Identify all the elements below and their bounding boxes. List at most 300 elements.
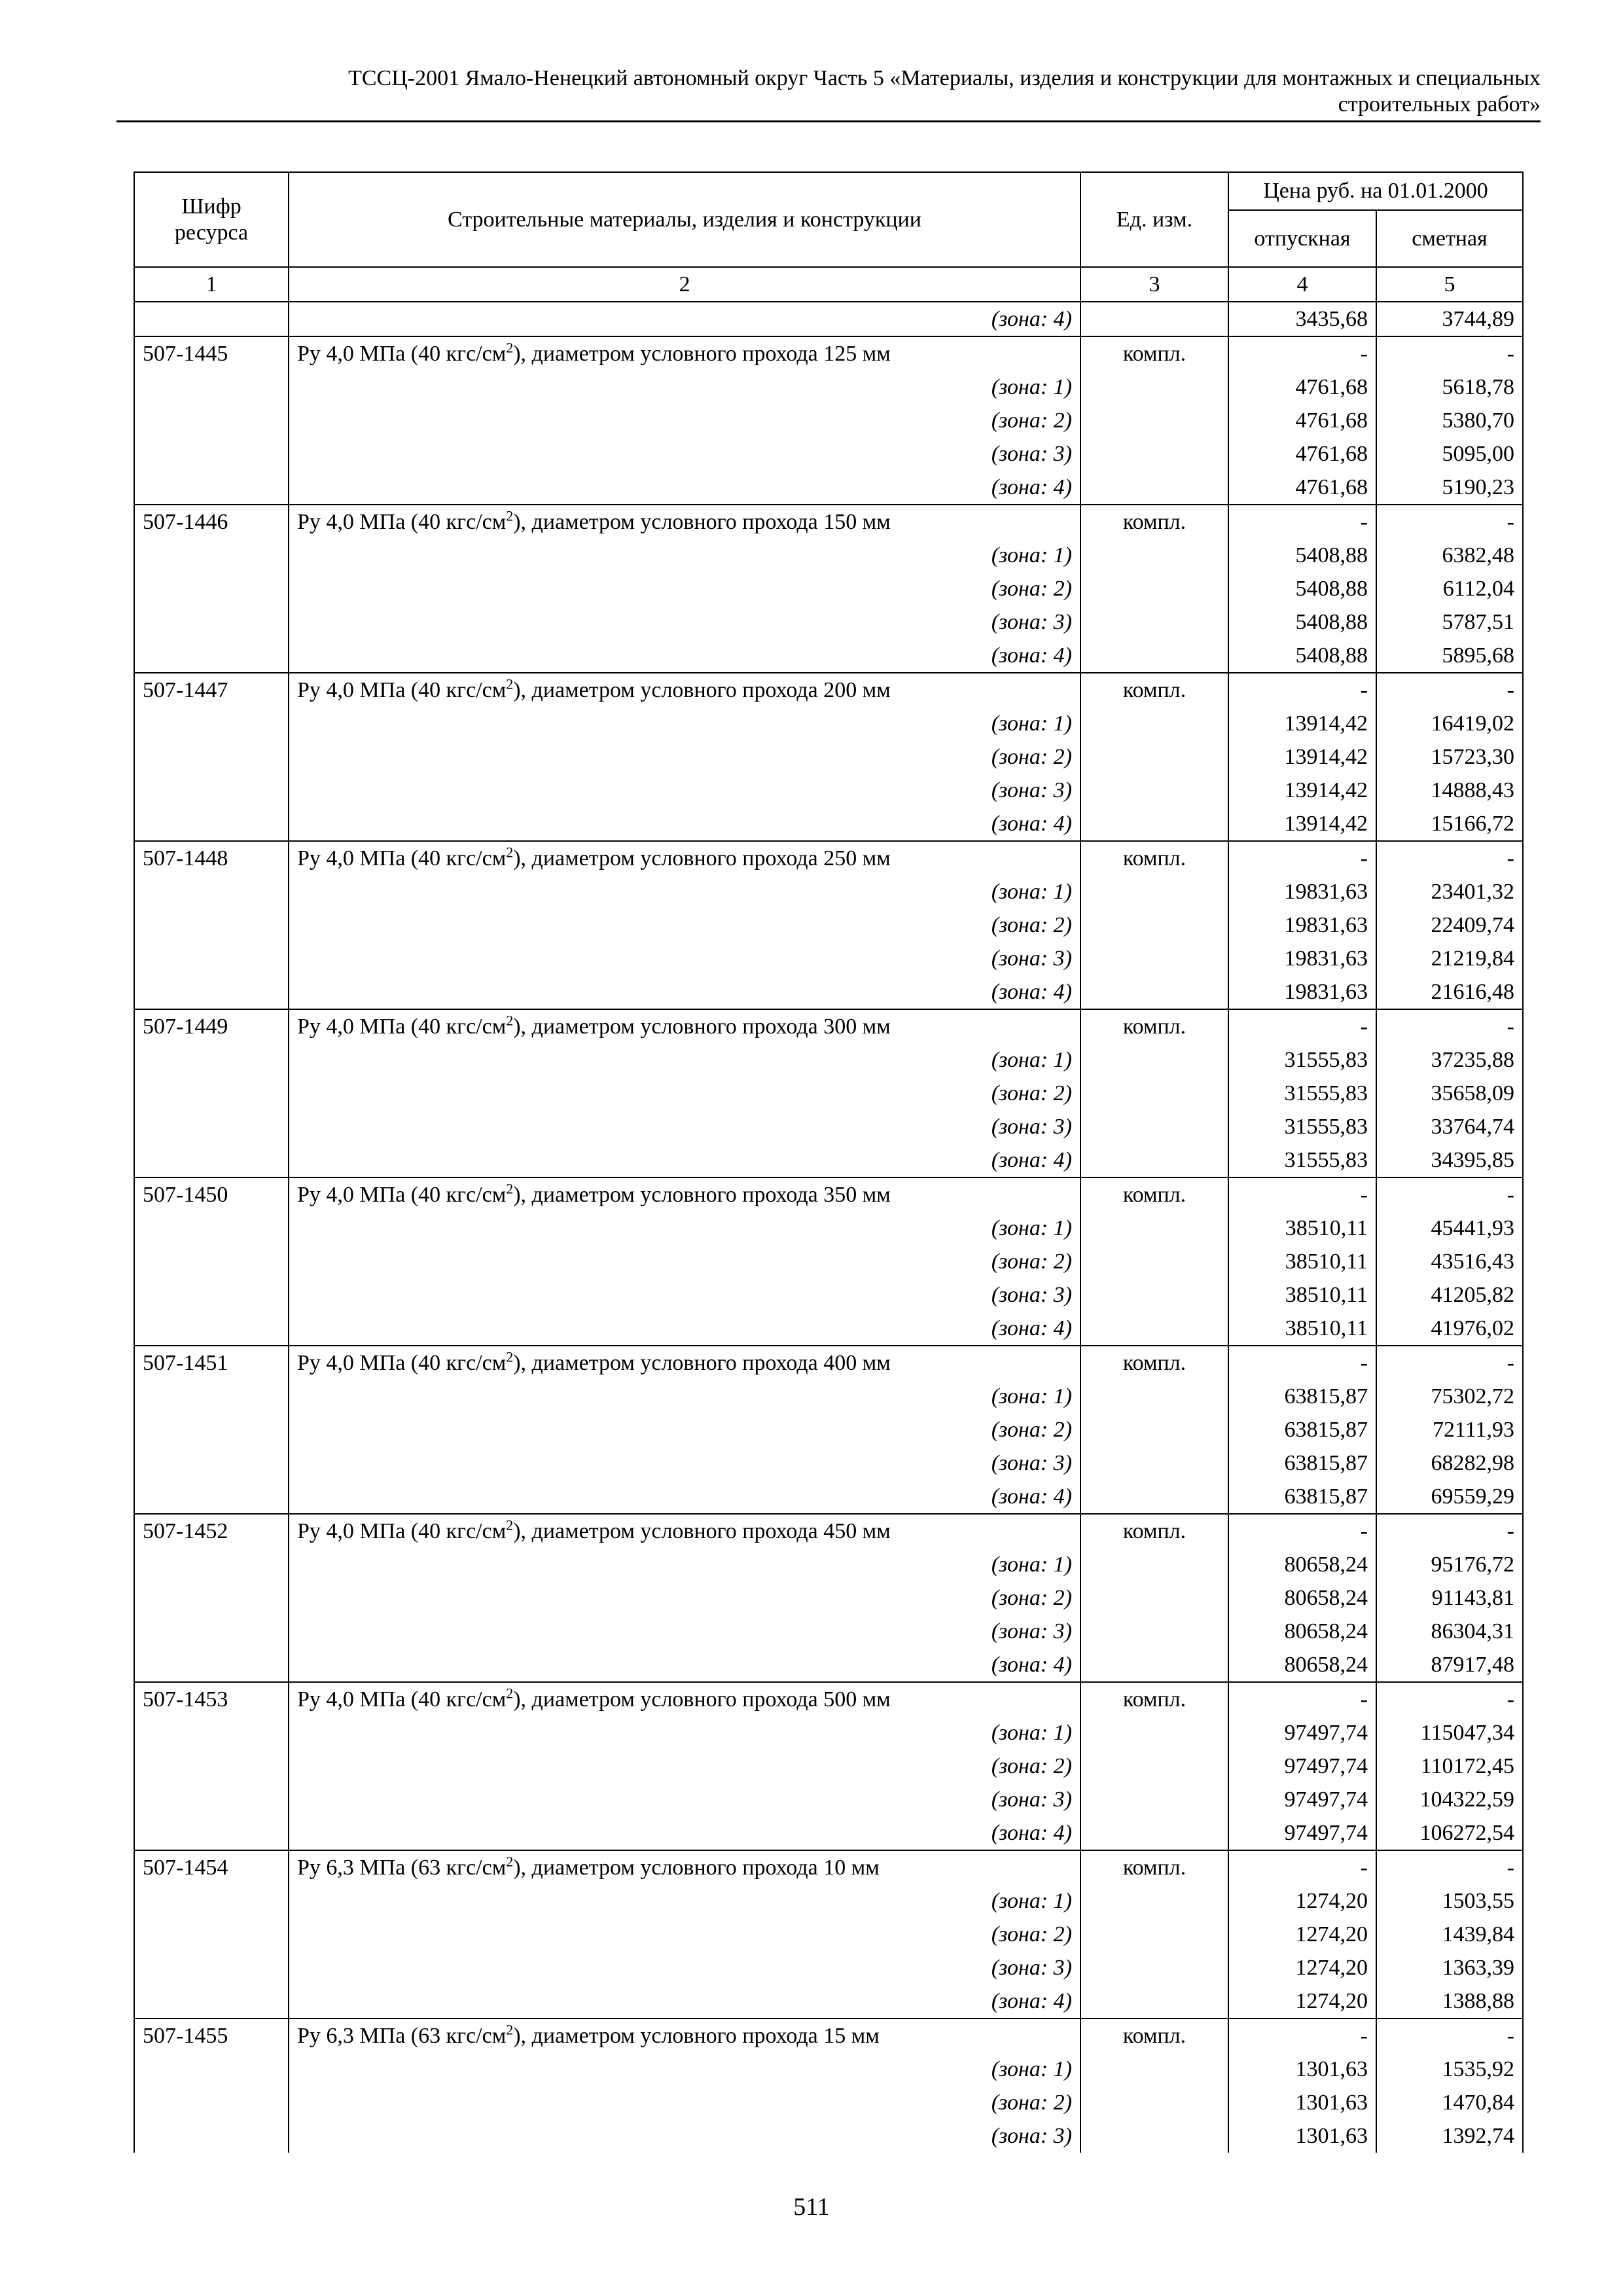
price-release: 1274,20 <box>1228 1984 1376 2018</box>
resource-code <box>134 2086 289 2119</box>
zone-label: (зона: 1) <box>289 1043 1080 1077</box>
zone-label: (зона: 1) <box>289 1884 1080 1918</box>
unit <box>1080 1648 1228 1682</box>
table-row <box>134 908 1523 942</box>
unit <box>1080 774 1228 807</box>
table-row <box>134 572 1523 605</box>
resource-code <box>134 1951 289 1984</box>
price-release: 19831,63 <box>1228 975 1376 1009</box>
resource-code <box>134 942 289 975</box>
price-release: 13914,42 <box>1228 774 1376 807</box>
unit <box>1080 908 1228 942</box>
unit <box>1080 1548 1228 1581</box>
material-name-superscript: 2 <box>506 675 514 692</box>
zone-label: (зона: 3) <box>289 605 1080 639</box>
price-estimate: 41205,82 <box>1376 1278 1523 1312</box>
material-name <box>289 505 1080 539</box>
price-estimate: 1535,92 <box>1376 2053 1523 2086</box>
price-release: 31555,83 <box>1228 1143 1376 1177</box>
price-release: 31555,83 <box>1228 1043 1376 1077</box>
unit <box>1080 1380 1228 1413</box>
material-name <box>289 1346 1080 1380</box>
table-row <box>134 336 1523 370</box>
col-header-price-estimate: сметная <box>1376 210 1523 267</box>
zone-label: (зона: 4) <box>289 975 1080 1009</box>
price-release: 4761,68 <box>1228 404 1376 437</box>
unit <box>1080 1245 1228 1278</box>
zone-label: (зона: 1) <box>289 1548 1080 1581</box>
price-release: 80658,24 <box>1228 1581 1376 1615</box>
unit <box>1080 942 1228 975</box>
unit <box>1080 1716 1228 1749</box>
price-estimate: - <box>1376 1514 1523 1548</box>
price-release: - <box>1228 1514 1376 1548</box>
zone-label: (зона: 3) <box>289 942 1080 975</box>
material-name-superscript: 2 <box>506 844 514 861</box>
resource-code <box>134 1480 289 1514</box>
unit: компл. <box>1080 1850 1228 1884</box>
price-estimate: 41976,02 <box>1376 1312 1523 1346</box>
unit <box>1080 1884 1228 1918</box>
table-row <box>134 1043 1523 1077</box>
unit <box>1080 572 1228 605</box>
price-estimate: - <box>1376 841 1523 875</box>
material-name-superscript: 2 <box>506 1853 514 1870</box>
zone-label: (зона: 2) <box>289 404 1080 437</box>
unit: компл. <box>1080 841 1228 875</box>
material-name-text: ), диаметром условного прохода 400 мм <box>513 1351 891 1375</box>
zone-label: (зона: 2) <box>289 1077 1080 1110</box>
price-estimate: 34395,85 <box>1376 1143 1523 1177</box>
zone-label: (зона: 3) <box>289 1110 1080 1143</box>
material-name-text: ), диаметром условного прохода 250 мм <box>513 846 891 870</box>
price-release: - <box>1228 673 1376 707</box>
price-estimate: 5095,00 <box>1376 437 1523 471</box>
table-row <box>134 1816 1523 1850</box>
col-header-price-group: Цена руб. на 01.01.2000 <box>1228 172 1523 210</box>
material-name <box>289 673 1080 707</box>
table-row <box>134 1984 1523 2018</box>
price-estimate: 72111,93 <box>1376 1413 1523 1446</box>
resource-code <box>134 1043 289 1077</box>
page-header <box>116 65 1541 118</box>
unit: компл. <box>1080 2018 1228 2053</box>
material-name-superscript: 2 <box>506 507 514 524</box>
price-release: 97497,74 <box>1228 1749 1376 1783</box>
price-estimate: 5618,78 <box>1376 370 1523 404</box>
table-row <box>134 1177 1523 1211</box>
price-estimate: 21616,48 <box>1376 975 1523 1009</box>
unit <box>1080 2119 1228 2153</box>
header-line-2: строительных работ» <box>1338 92 1541 117</box>
price-estimate: - <box>1376 336 1523 370</box>
table-row <box>134 1783 1523 1816</box>
resource-code <box>134 539 289 572</box>
resource-code <box>134 1312 289 1346</box>
zone-label: (зона: 3) <box>289 1446 1080 1480</box>
resource-code <box>134 1648 289 1682</box>
material-name-text: Ру 6,3 МПа (63 кгс/см <box>297 2024 507 2048</box>
material-name <box>289 1682 1080 1716</box>
col-number-2: 2 <box>289 267 1080 302</box>
resource-code <box>134 1278 289 1312</box>
price-release: - <box>1228 1009 1376 1043</box>
table-row <box>134 942 1523 975</box>
zone-label: (зона: 4) <box>289 1648 1080 1682</box>
material-name-superscript: 2 <box>506 1685 514 1702</box>
price-estimate: - <box>1376 673 1523 707</box>
price-release: 80658,24 <box>1228 1548 1376 1581</box>
price-release: - <box>1228 1177 1376 1211</box>
unit <box>1080 302 1228 336</box>
col-number-4: 4 <box>1228 267 1376 302</box>
price-estimate: - <box>1376 1346 1523 1380</box>
resource-code <box>134 1749 289 1783</box>
resource-code <box>134 1783 289 1816</box>
table-row <box>134 1245 1523 1278</box>
price-release: 4761,68 <box>1228 471 1376 505</box>
unit <box>1080 1816 1228 1850</box>
resource-code <box>134 2053 289 2086</box>
resource-code <box>134 1446 289 1480</box>
material-name-superscript: 2 <box>506 1012 514 1029</box>
material-name-text: ), диаметром условного прохода 300 мм <box>513 1014 891 1039</box>
unit <box>1080 639 1228 673</box>
resource-code <box>134 1548 289 1581</box>
zone-label: (зона: 4) <box>289 302 1080 336</box>
zone-label: (зона: 3) <box>289 1951 1080 1984</box>
unit <box>1080 1043 1228 1077</box>
material-name-superscript: 2 <box>506 1180 514 1197</box>
price-release: 31555,83 <box>1228 1077 1376 1110</box>
material-name-superscript: 2 <box>506 1516 514 1534</box>
unit: компл. <box>1080 1682 1228 1716</box>
table-row <box>134 875 1523 908</box>
price-estimate: 1439,84 <box>1376 1918 1523 1951</box>
zone-label: (зона: 3) <box>289 437 1080 471</box>
zone-label: (зона: 2) <box>289 1581 1080 1615</box>
material-name-text: ), диаметром условного прохода 350 мм <box>513 1183 891 1207</box>
material-name-text: Ру 4,0 МПа (40 кгс/см <box>297 1687 507 1712</box>
unit <box>1080 807 1228 841</box>
resource-code <box>134 1143 289 1177</box>
col-number-5: 5 <box>1376 267 1523 302</box>
price-release: - <box>1228 1346 1376 1380</box>
table-row <box>134 1211 1523 1245</box>
zone-label: (зона: 2) <box>289 1918 1080 1951</box>
table-row <box>134 1514 1523 1548</box>
price-release: 4761,68 <box>1228 437 1376 471</box>
table-row <box>134 1648 1523 1682</box>
material-name-text: Ру 4,0 МПа (40 кгс/см <box>297 846 507 870</box>
material-name <box>289 2018 1080 2053</box>
price-estimate: 6382,48 <box>1376 539 1523 572</box>
zone-label: (зона: 2) <box>289 740 1080 774</box>
table-row <box>134 1749 1523 1783</box>
price-estimate: 15166,72 <box>1376 807 1523 841</box>
table-row <box>134 2119 1523 2153</box>
unit <box>1080 1951 1228 1984</box>
zone-label: (зона: 2) <box>289 572 1080 605</box>
price-estimate: 16419,02 <box>1376 707 1523 740</box>
unit <box>1080 1918 1228 1951</box>
price-estimate: 35658,09 <box>1376 1077 1523 1110</box>
table-row <box>134 1951 1523 1984</box>
unit <box>1080 1783 1228 1816</box>
resource-code <box>134 1816 289 1850</box>
resource-code <box>134 1211 289 1245</box>
table-row <box>134 437 1523 471</box>
unit: компл. <box>1080 1514 1228 1548</box>
resource-code: 507-1447 <box>134 673 289 707</box>
price-table <box>134 171 1524 2153</box>
material-name-text: Ру 4,0 МПа (40 кгс/см <box>297 1351 507 1375</box>
table-row <box>134 605 1523 639</box>
price-estimate: - <box>1376 1682 1523 1716</box>
page-number: 511 <box>793 2193 830 2221</box>
price-estimate: 86304,31 <box>1376 1615 1523 1648</box>
zone-label: (зона: 2) <box>289 908 1080 942</box>
table-row <box>134 1581 1523 1615</box>
unit <box>1080 875 1228 908</box>
price-release: 1274,20 <box>1228 1918 1376 1951</box>
unit <box>1080 1615 1228 1648</box>
price-release: - <box>1228 505 1376 539</box>
zone-label: (зона: 3) <box>289 2119 1080 2153</box>
price-estimate: 115047,34 <box>1376 1716 1523 1749</box>
zone-label: (зона: 4) <box>289 1143 1080 1177</box>
unit: компл. <box>1080 505 1228 539</box>
unit <box>1080 1110 1228 1143</box>
price-release: 63815,87 <box>1228 1380 1376 1413</box>
price-release: 63815,87 <box>1228 1480 1376 1514</box>
table-row <box>134 404 1523 437</box>
price-release: 31555,83 <box>1228 1110 1376 1143</box>
resource-code: 507-1445 <box>134 336 289 370</box>
price-release: - <box>1228 336 1376 370</box>
zone-label: (зона: 1) <box>289 2053 1080 2086</box>
resource-code <box>134 1581 289 1615</box>
zone-label: (зона: 3) <box>289 1278 1080 1312</box>
col-number-3: 3 <box>1080 267 1228 302</box>
unit <box>1080 1749 1228 1783</box>
price-estimate: - <box>1376 1177 1523 1211</box>
unit <box>1080 404 1228 437</box>
table-row <box>134 975 1523 1009</box>
table-row <box>134 1380 1523 1413</box>
resource-code: 507-1452 <box>134 1514 289 1548</box>
price-estimate: 1392,74 <box>1376 2119 1523 2153</box>
price-estimate: 95176,72 <box>1376 1548 1523 1581</box>
price-estimate: 21219,84 <box>1376 942 1523 975</box>
price-estimate: - <box>1376 1009 1523 1043</box>
zone-label: (зона: 4) <box>289 1312 1080 1346</box>
zone-label: (зона: 3) <box>289 1783 1080 1816</box>
resource-code <box>134 740 289 774</box>
resource-code <box>134 1884 289 1918</box>
zone-label: (зона: 4) <box>289 639 1080 673</box>
material-name-text: ), диаметром условного прохода 200 мм <box>513 678 891 702</box>
material-name-text: Ру 4,0 МПа (40 кгс/см <box>297 678 507 702</box>
col-number-1: 1 <box>134 267 289 302</box>
material-name-text: ), диаметром условного прохода 125 мм <box>513 342 891 366</box>
price-release: - <box>1228 2018 1376 2053</box>
price-release: 1274,20 <box>1228 1951 1376 1984</box>
table-row <box>134 1682 1523 1716</box>
price-release: 38510,11 <box>1228 1245 1376 1278</box>
unit: компл. <box>1080 673 1228 707</box>
table-row <box>134 1884 1523 1918</box>
col-header-unit: Ед. изм. <box>1080 172 1228 267</box>
zone-label: (зона: 4) <box>289 1984 1080 2018</box>
table-row <box>134 1480 1523 1514</box>
price-release: 13914,42 <box>1228 807 1376 841</box>
material-name-text: ), диаметром условного прохода 15 мм <box>513 2024 880 2048</box>
resource-code: 507-1449 <box>134 1009 289 1043</box>
unit <box>1080 740 1228 774</box>
table-row <box>134 1716 1523 1749</box>
price-estimate: 22409,74 <box>1376 908 1523 942</box>
table-row <box>134 471 1523 505</box>
unit <box>1080 1312 1228 1346</box>
material-name-superscript: 2 <box>506 2021 514 2038</box>
price-release: 97497,74 <box>1228 1816 1376 1850</box>
resource-code <box>134 1245 289 1278</box>
table-row <box>134 2086 1523 2119</box>
price-estimate: 6112,04 <box>1376 572 1523 605</box>
material-name <box>289 1850 1080 1884</box>
material-name <box>289 841 1080 875</box>
table-body <box>134 302 1523 2153</box>
price-release: 4761,68 <box>1228 370 1376 404</box>
table-row <box>134 740 1523 774</box>
resource-code <box>134 1077 289 1110</box>
resource-code: 507-1454 <box>134 1850 289 1884</box>
price-release: 63815,87 <box>1228 1413 1376 1446</box>
header-line-1: ТССЦ-2001 Ямало-Ненецкий автономный округ Часть 5 «Материалы, изделия и конструкции для монтажных и специальных <box>348 66 1541 90</box>
resource-code: 507-1446 <box>134 505 289 539</box>
price-release: 13914,42 <box>1228 740 1376 774</box>
price-release: 5408,88 <box>1228 639 1376 673</box>
material-name-text: ), диаметром условного прохода 150 мм <box>513 510 891 534</box>
zone-label: (зона: 3) <box>289 774 1080 807</box>
material-name <box>289 1009 1080 1043</box>
unit <box>1080 2053 1228 2086</box>
price-estimate: 5895,68 <box>1376 639 1523 673</box>
price-estimate: 91143,81 <box>1376 1581 1523 1615</box>
unit <box>1080 1278 1228 1312</box>
unit <box>1080 707 1228 740</box>
price-release: 97497,74 <box>1228 1716 1376 1749</box>
price-estimate: 1363,39 <box>1376 1951 1523 1984</box>
table-row <box>134 1850 1523 1884</box>
price-release: 19831,63 <box>1228 908 1376 942</box>
material-name-text: Ру 4,0 МПа (40 кгс/см <box>297 1014 507 1039</box>
unit <box>1080 471 1228 505</box>
material-name-text: Ру 4,0 МПа (40 кгс/см <box>297 1519 507 1543</box>
unit <box>1080 1480 1228 1514</box>
zone-label: (зона: 1) <box>289 539 1080 572</box>
material-name <box>289 1177 1080 1211</box>
resource-code <box>134 437 289 471</box>
price-release: 5408,88 <box>1228 605 1376 639</box>
price-release: 5408,88 <box>1228 539 1376 572</box>
table-row <box>134 639 1523 673</box>
zone-label: (зона: 2) <box>289 1413 1080 1446</box>
price-release: - <box>1228 1682 1376 1716</box>
resource-code <box>134 572 289 605</box>
unit <box>1080 1984 1228 2018</box>
col-header-price-release: отпускная <box>1228 210 1376 267</box>
unit: компл. <box>1080 1009 1228 1043</box>
resource-code <box>134 1716 289 1749</box>
price-release: 1301,63 <box>1228 2119 1376 2153</box>
material-name-text: ), диаметром условного прохода 10 мм <box>513 1856 880 1880</box>
price-release: 19831,63 <box>1228 942 1376 975</box>
price-estimate: 1503,55 <box>1376 1884 1523 1918</box>
unit: компл. <box>1080 1346 1228 1380</box>
price-estimate: 75302,72 <box>1376 1380 1523 1413</box>
price-release: 97497,74 <box>1228 1783 1376 1816</box>
unit <box>1080 975 1228 1009</box>
resource-code <box>134 1110 289 1143</box>
price-release: 13914,42 <box>1228 707 1376 740</box>
price-estimate: 5380,70 <box>1376 404 1523 437</box>
zone-label: (зона: 4) <box>289 471 1080 505</box>
material-name-text: Ру 6,3 МПа (63 кгс/см <box>297 1856 507 1880</box>
resource-code: 507-1455 <box>134 2018 289 2053</box>
unit <box>1080 2086 1228 2119</box>
price-estimate: 23401,32 <box>1376 875 1523 908</box>
unit <box>1080 1446 1228 1480</box>
price-release: 19831,63 <box>1228 875 1376 908</box>
price-estimate: 69559,29 <box>1376 1480 1523 1514</box>
price-estimate: 5190,23 <box>1376 471 1523 505</box>
table-row <box>134 807 1523 841</box>
col-header-code: Шифр ресурса <box>134 172 289 267</box>
table-row <box>134 1413 1523 1446</box>
col-header-name: Строительные материалы, изделия и конструкции <box>289 172 1080 267</box>
zone-label: (зона: 2) <box>289 1245 1080 1278</box>
price-release: 38510,11 <box>1228 1278 1376 1312</box>
price-estimate: 104322,59 <box>1376 1783 1523 1816</box>
zone-label: (зона: 2) <box>289 1749 1080 1783</box>
unit: компл. <box>1080 1177 1228 1211</box>
unit: компл. <box>1080 336 1228 370</box>
zone-label: (зона: 1) <box>289 875 1080 908</box>
price-release: 1301,63 <box>1228 2086 1376 2119</box>
table-row <box>134 1077 1523 1110</box>
price-estimate: 68282,98 <box>1376 1446 1523 1480</box>
resource-code <box>134 875 289 908</box>
price-estimate: 110172,45 <box>1376 1749 1523 1783</box>
unit <box>1080 1581 1228 1615</box>
resource-code: 507-1451 <box>134 1346 289 1380</box>
zone-label: (зона: 1) <box>289 1380 1080 1413</box>
resource-code <box>134 302 289 336</box>
resource-code: 507-1450 <box>134 1177 289 1211</box>
table-row <box>134 1312 1523 1346</box>
resource-code <box>134 1615 289 1648</box>
resource-code <box>134 404 289 437</box>
price-release: 1274,20 <box>1228 1884 1376 1918</box>
table-row <box>134 707 1523 740</box>
resource-code <box>134 2119 289 2153</box>
price-estimate: 3744,89 <box>1376 302 1523 336</box>
price-release: - <box>1228 841 1376 875</box>
resource-code <box>134 370 289 404</box>
table-row <box>134 1346 1523 1380</box>
